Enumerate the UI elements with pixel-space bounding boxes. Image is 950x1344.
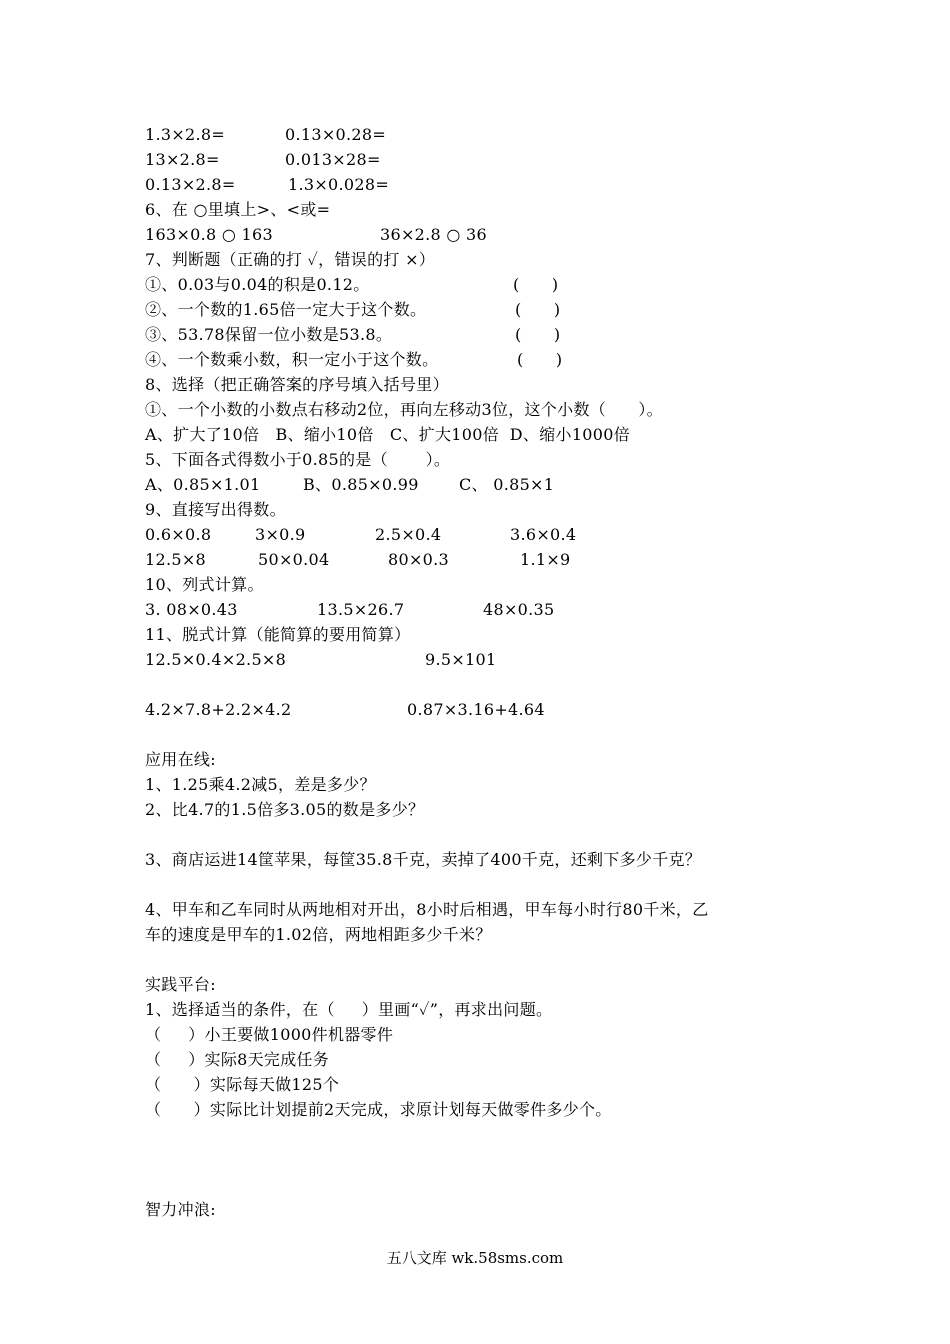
problem-text: 4、甲车和乙车同时从两地相对开出，8小时后相遇，甲车每小时行80千米，乙 xyxy=(145,900,709,919)
judge-item xyxy=(145,323,561,347)
question-text: 10、列式计算。 xyxy=(145,575,264,594)
text-line xyxy=(145,598,555,622)
expression: 163×0.8 ○ 163 xyxy=(145,225,273,244)
expression: 13×2.8= xyxy=(145,150,220,169)
expression: 12.5×8 xyxy=(145,550,207,569)
footer-watermark: 五八文库 wk.58sms.com xyxy=(386,1249,564,1267)
condition-item xyxy=(145,1098,612,1122)
problem-text: 2、比4.7的1.5倍多3.05的数是多少？ xyxy=(145,800,425,819)
options-text: A、扩大了10倍 B、缩小10倍 C、扩大100倍 D、缩小1000倍 xyxy=(145,425,631,444)
question-text: 7、判断题（正确的打 ✓，错误的打 ×） xyxy=(145,250,436,269)
text-line xyxy=(145,173,390,197)
item-text: ③、53.78保留一位小数是53.8。 xyxy=(145,325,393,344)
expression: 80×0.3 xyxy=(388,550,450,569)
expression: 36×2.8 ○ 36 xyxy=(380,225,488,244)
problem-text: 1、选择适当的条件，在（ ）里画“✓”，再求出问题。 xyxy=(145,1000,553,1019)
problem-text: 3、商店运进14筐苹果，每筐35.8千克，卖掉了400千克，还剩下多少千克？ xyxy=(145,850,702,869)
choice-options xyxy=(145,473,555,497)
section-heading xyxy=(145,1198,216,1222)
problem-text: 车的速度是甲车的1.02倍，两地相距多少千米？ xyxy=(145,925,492,944)
word-problem xyxy=(145,848,702,872)
expression: 9.5×101 xyxy=(425,650,497,669)
judge-item xyxy=(145,273,559,297)
text-line xyxy=(145,698,545,722)
text-line xyxy=(145,648,497,672)
question-text: 9、直接写出得数。 xyxy=(145,500,286,519)
condition-item xyxy=(145,1073,340,1097)
choice-item xyxy=(145,398,663,422)
section-title: 实践平台: xyxy=(145,975,216,994)
question-text: 11、脱式计算（能简算的要用简算） xyxy=(145,625,411,644)
expression: 3.6×0.4 xyxy=(510,525,577,544)
item-text: 5、下面各式得数小于0.85的是（ ）。 xyxy=(145,450,451,469)
option-a: A、0.85×1.01 xyxy=(145,475,261,494)
question-heading xyxy=(145,373,449,397)
item-text: ④、一个数乘小数，积一定小于这个数。 xyxy=(145,350,439,369)
text-line xyxy=(145,123,387,147)
problem-text: 1、1.25乘4.2减5，差是多少？ xyxy=(145,775,376,794)
word-problem xyxy=(145,898,709,922)
option-b: B、0.85×0.99 xyxy=(303,475,419,494)
expression: 13.5×26.7 xyxy=(317,600,405,619)
section-heading xyxy=(145,973,216,997)
text-line xyxy=(145,223,488,247)
question-text: 8、选择（把正确答案的序号填入括号里） xyxy=(145,375,449,394)
judge-item xyxy=(145,298,561,322)
condition-item xyxy=(145,1048,330,1072)
word-problem xyxy=(145,773,376,797)
answer-bracket: ( ) xyxy=(515,300,561,319)
expression: 3×0.9 xyxy=(255,525,306,544)
condition-text: （ ）小王要做1000件机器零件 xyxy=(145,1025,394,1044)
expression: 0.6×0.8 xyxy=(145,525,212,544)
expression: 1.1×9 xyxy=(520,550,571,569)
section-title: 应用在线: xyxy=(145,750,216,769)
answer-bracket: ( ) xyxy=(515,325,561,344)
condition-text: （ ）实际比计划提前2天完成，求原计划每天做零件多少个。 xyxy=(145,1100,612,1119)
expression: 0.13×0.28= xyxy=(285,125,387,144)
section-title: 智力冲浪: xyxy=(145,1200,216,1219)
condition-item xyxy=(145,1023,394,1047)
question-heading xyxy=(145,248,436,272)
expression: 0.13×2.8= xyxy=(145,175,236,194)
question-heading xyxy=(145,623,411,647)
judge-item xyxy=(145,348,563,372)
expression: 0.87×3.16+4.64 xyxy=(407,700,545,719)
answer-bracket: ( ) xyxy=(517,350,563,369)
answer-bracket: ( ) xyxy=(513,275,559,294)
text-line xyxy=(145,523,577,547)
text-line xyxy=(145,548,571,572)
word-problem xyxy=(145,923,492,947)
expression: 48×0.35 xyxy=(483,600,555,619)
word-problem xyxy=(145,798,425,822)
expression: 3. 08×0.43 xyxy=(145,600,238,619)
expression: 50×0.04 xyxy=(258,550,330,569)
expression: 0.013×28= xyxy=(285,150,381,169)
question-heading xyxy=(145,498,286,522)
item-text: ①、一个小数的小数点右移动2位，再向左移动3位，这个小数（ ）。 xyxy=(145,400,663,419)
question-text: 6、在 ○里填上>、<或= xyxy=(145,200,331,219)
section-heading xyxy=(145,748,216,772)
expression: 1.3×0.028= xyxy=(288,175,390,194)
expression: 4.2×7.8+2.2×4.2 xyxy=(145,700,292,719)
question-heading xyxy=(145,573,264,597)
word-problem xyxy=(145,998,553,1022)
expression: 12.5×0.4×2.5×8 xyxy=(145,650,287,669)
choice-item xyxy=(145,448,451,472)
text-line xyxy=(145,148,381,172)
choice-options xyxy=(145,423,631,447)
condition-text: （ ）实际每天做125个 xyxy=(145,1075,340,1094)
item-text: ①、0.03与0.04的积是0.12。 xyxy=(145,275,370,294)
condition-text: （ ）实际8天完成任务 xyxy=(145,1050,330,1069)
expression: 2.5×0.4 xyxy=(375,525,442,544)
question-heading xyxy=(145,198,331,222)
expression: 1.3×2.8= xyxy=(145,125,226,144)
item-text: ②、一个数的1.65倍一定大于这个数。 xyxy=(145,300,427,319)
option-c: C、 0.85×1 xyxy=(459,475,555,494)
